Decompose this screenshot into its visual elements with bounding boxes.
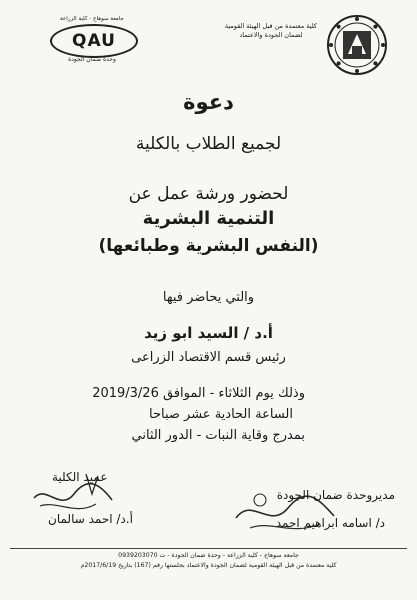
invitation-title: دعوة [183,90,234,114]
qau-logo [44,16,140,68]
workshop-subtopic: (النفس البشرية وطبائعها) [98,236,319,256]
workshop-topic: التنمية البشرية [142,208,275,229]
lecturer-intro: والتي يحاضر فيها [162,290,255,305]
event-time: الساعة الحادية عشر صباحا [148,407,293,422]
invitation-audience: لجميع الطلاب بالكلية [135,134,282,154]
footer-contact: جامعة سوهاج - كلية الزراعة - وحدة ضمان الجودة - ت 0939203070 [118,552,299,559]
event-date: وذلك يوم الثلاثاء - الموافق 2019/3/26 [92,386,305,401]
qau-logo-bottom-line: وحدة ضمان الجودة [68,56,116,63]
quality-director-name: د/ اسامه ابراهيم احمد [275,516,385,530]
dean-title: عميد الكلية [52,470,108,484]
dean-name: أ.د/ احمد سالمان [48,512,133,526]
accreditation-line-2: لضمان الجودة والاعتماد [239,31,303,39]
lecturer-role: رئيس قسم الاقتصاد الزراعى [131,350,286,365]
event-location: بمدرج وقاية النبات - الدور الثاني [131,428,305,443]
footer-divider [10,548,407,549]
university-seal-emblem-icon [326,14,388,76]
accreditation-header [225,22,317,40]
qau-logo-top-line: جامعة سوهاج - كلية الزراعة [60,16,124,22]
quality-director-title: مديروحدة ضمان الجودة [276,488,395,502]
workshop-intro: لحضور ورشة عمل عن [128,184,289,204]
lecturer-name: أ.د / السيد ابو زيد [144,324,273,342]
footer-accreditation: كلية معتمدة من قبل الهيئة القومية لضمان الجودة والاعتماد بجلستها رقم (167) بتاريخ 2017/6/19م [80,562,337,569]
accreditation-line-1: كلية معتمدة من قبل الهيئة القومية [224,22,317,30]
qau-logo-mark: QAU [50,24,138,58]
